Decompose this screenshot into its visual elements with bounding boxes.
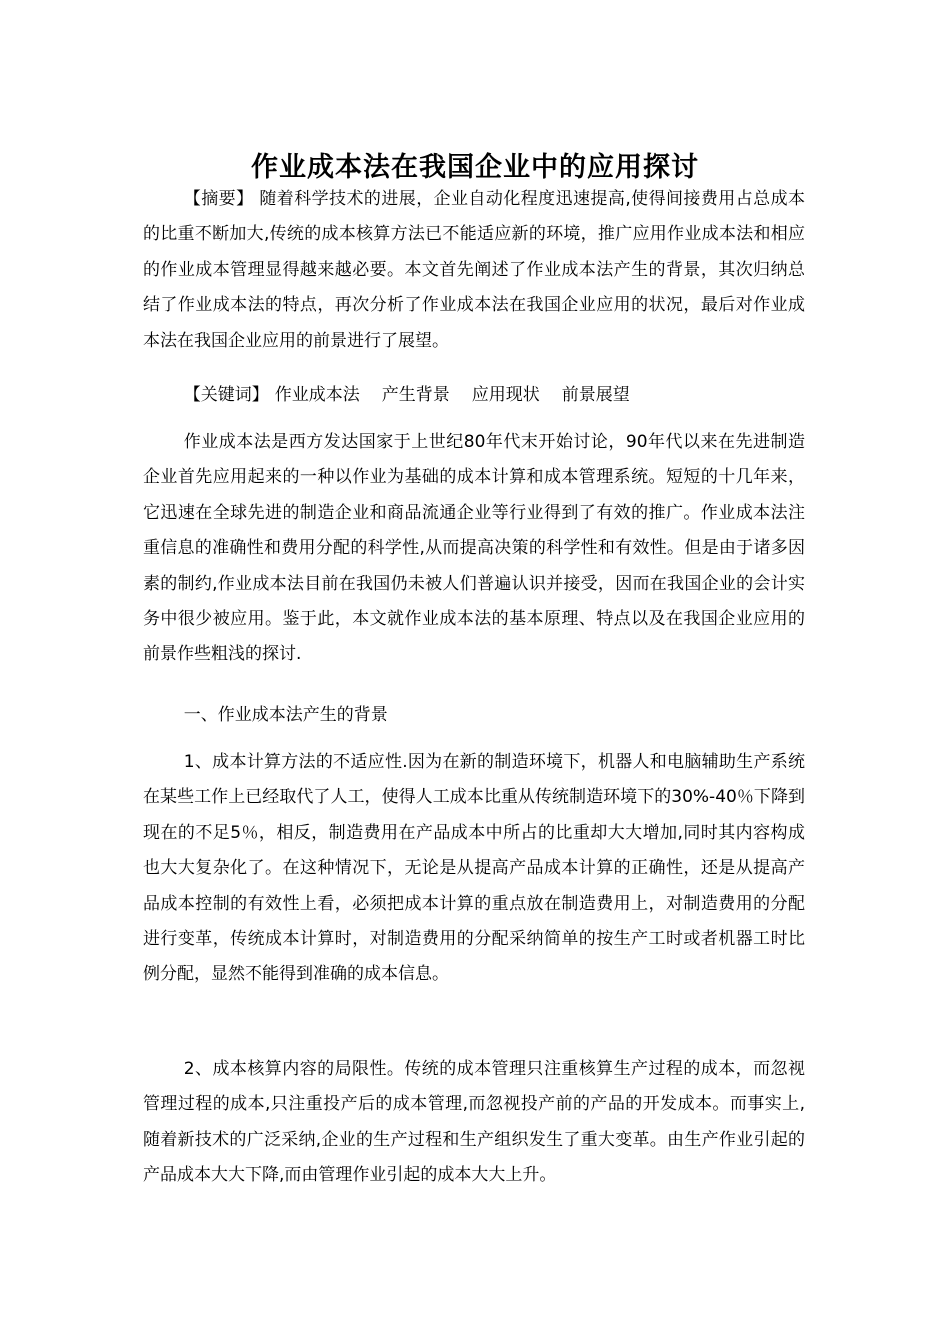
section-heading: 一、作业成本法产生的背景: [183, 705, 388, 725]
abstract-paragraph: [143, 182, 805, 359]
keyword-item: 产生背景: [381, 385, 450, 405]
intro-paragraph: 作业成本法是西方发达国家于上世纪80年代末开始讨论，90年代以来在先进制造企业首先应用起来的一种以作业为基础的成本计算和成本管理系统。短短的十几年来，它迅速在全球先进的制造企业和商品流通企业等行业得到了有效的推广。作业成本法注重信息的准确性和费用分配的科学性,从而提高决策的科学性和有效性。但是由于诸多因素的制约,作业成本法目前在我国仍未被人们普遍认识并接受，因而在我国企业的会计实务中很少被应用。鉴于此，本文就作业成本法的基本原理、特点以及在我国企业应用的前景作些粗浅的探讨.: [143, 432, 805, 665]
body-paragraph-item2: 2、成本核算内容的局限性。传统的成本管理只注重核算生产过程的成本，而忽视管理过程的成本,只注重投产后的成本管理,而忽视投产前的产品的开发成本。而事实上,随着新技术的广泛采纳,企业的生产过程和生产组织发生了重大变革。由生产作业引起的产品成本大大下降,而由管理作业引起的成本大大上升。: [143, 1059, 805, 1186]
keyword-item: 应用现状: [471, 385, 540, 405]
keywords-label: 【关键词】: [183, 385, 269, 405]
abstract-label: 【摘要】: [183, 189, 254, 209]
keywords-paragraph: [143, 378, 805, 413]
abstract-text: 随着科学技术的进展，企业自动化程度迅速提高,使得间接费用占总成本的比重不断加大,传统的成本核算方法已不能适应新的环境，推广应用作业成本法和相应的作业成本管理显得越来越必要。本文首先阐述了作业成本法产生的背景，其次归纳总结了作业成本法的特点，再次分析了作业成本法在我国企业应用的状况，最后对作业成本法在我国企业应用的前景进行了展望。: [143, 189, 806, 351]
keyword-item: 作业成本法: [274, 385, 360, 405]
body-paragraph-item1: 1、成本计算方法的不适应性.因为在新的制造环境下，机器人和电脑辅助生产系统在某些工作上已经取代了人工，使得人工成本比重从传统制造环境下的30%-40％下降到现在的不足5％，相反，制造费用在产品成本中所占的比重却大大增加,同时其内容构成也大大复杂化了。在这种情况下，无论是从提高产品成本计算的正确性，还是从提高产品成本控制的有效性上看，必须把成本计算的重点放在制造费用上，对制造费用的分配进行变革，传统成本计算时，对制造费用的分配采纳简单的按生产工时或者机器工时比例分配，显然不能得到准确的成本信息。: [143, 752, 805, 985]
document-title: 作业成本法在我国企业中的应用探讨: [251, 152, 699, 184]
keyword-item: 前景展望: [561, 385, 630, 405]
